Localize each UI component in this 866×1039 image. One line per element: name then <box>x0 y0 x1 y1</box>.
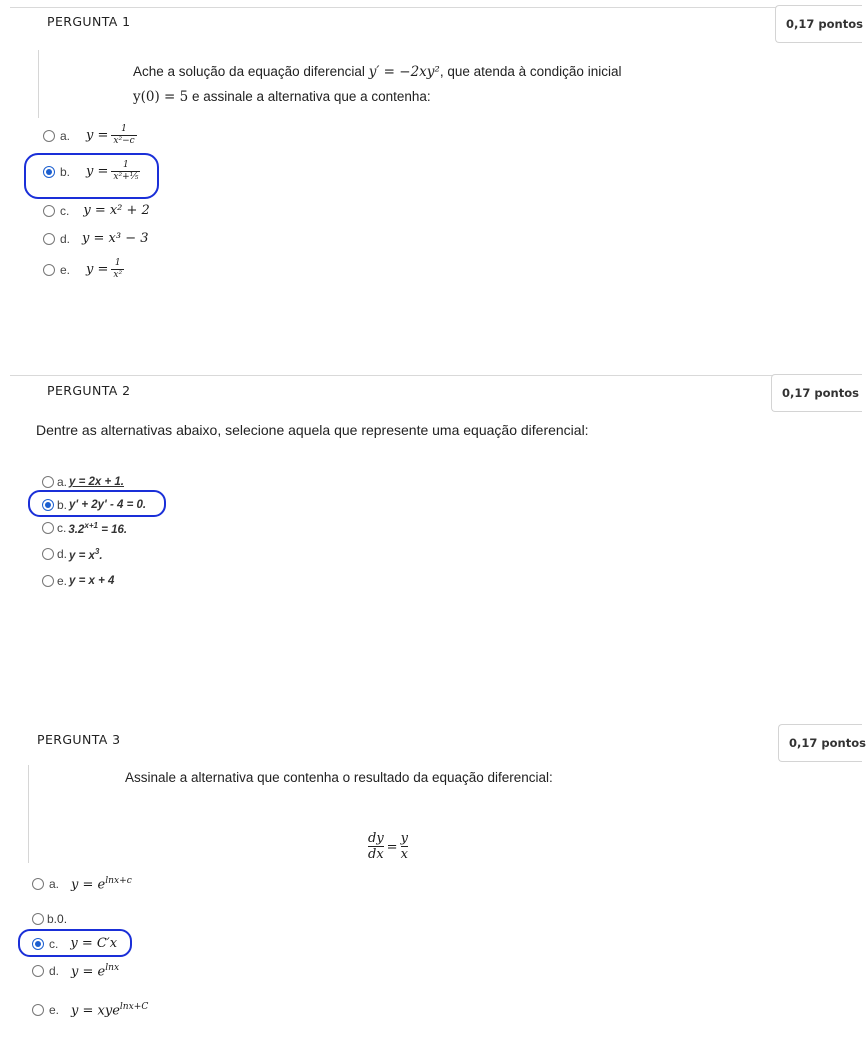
option-expression: y = x + 4 <box>69 575 115 587</box>
option-expression-exponent: lnx+C <box>119 1002 149 1012</box>
option-expression-base: y = x <box>69 549 95 562</box>
question-1-text-post: , que atenda à condição inicial <box>439 64 622 79</box>
option-lhs: y = <box>86 262 109 277</box>
question-3-points: 0,17 pontos <box>778 724 862 762</box>
question-3-equation <box>368 832 408 863</box>
question-2-option-a[interactable] <box>42 475 124 489</box>
option-letter: e. <box>60 262 71 277</box>
question-2-option-e[interactable] <box>42 574 114 588</box>
lhs-denominator: dx <box>368 847 384 863</box>
question-3-option-d[interactable] <box>32 963 119 979</box>
fraction-denominator: x² <box>113 270 123 280</box>
option-expression: y = x² + 2 <box>83 203 150 218</box>
question-3-option-b[interactable] <box>32 912 67 926</box>
option-expression-base: y = e <box>71 877 106 893</box>
equation-rhs-fraction <box>401 832 408 863</box>
fraction-numerator: 1 <box>121 124 127 134</box>
option-expression: y' + 2y' - 4 = 0. <box>69 499 147 511</box>
question-2-points: 0,17 pontos <box>771 374 862 412</box>
question-3-option-a[interactable] <box>32 876 132 892</box>
radio-button[interactable] <box>43 130 55 142</box>
option-expression-exponent: lnx+c <box>105 876 132 886</box>
option-expression: 0. <box>57 912 68 926</box>
question-1-option-e[interactable] <box>43 259 124 280</box>
question-1-title: PERGUNTA 1 <box>47 14 131 29</box>
rhs-numerator: y <box>400 831 408 846</box>
radio-button[interactable] <box>32 878 44 890</box>
question-3-title: PERGUNTA 3 <box>37 732 121 747</box>
option-letter: d. <box>49 964 60 979</box>
radio-button[interactable] <box>42 522 54 534</box>
question-1-text-line2-post: e assinale a alternativa que a contenha: <box>192 89 431 104</box>
question-1-text-rule <box>38 50 39 118</box>
option-letter: c. <box>60 203 70 218</box>
option-fraction <box>111 259 124 280</box>
option-letter: e. <box>49 1003 60 1018</box>
question-1-text-line1 <box>133 64 621 80</box>
option-lhs: y = <box>86 164 109 179</box>
option-expression: y = x³ − 3 <box>82 231 149 246</box>
question-1-equation: y′ = −2xy² <box>368 64 440 80</box>
option-expression <box>68 521 127 536</box>
option-expression-post: . <box>99 549 103 562</box>
option-letter: b. <box>47 912 58 926</box>
question-2-option-c[interactable] <box>42 521 127 536</box>
option-expression <box>71 963 119 979</box>
question-1-text-pre: Ache a solução da equação diferencial <box>133 64 365 79</box>
selection-annotation-circle <box>18 929 132 957</box>
option-letter: d. <box>60 231 71 246</box>
option-letter: a. <box>60 128 71 143</box>
option-letter: a. <box>57 475 68 489</box>
question-3-text-rule <box>28 765 29 863</box>
lhs-numerator: dy <box>368 831 384 846</box>
option-letter: d. <box>57 547 68 562</box>
option-letter: e. <box>57 574 68 588</box>
fraction-numerator: 1 <box>114 258 121 268</box>
equation-lhs-fraction <box>368 832 384 863</box>
option-expression <box>71 876 132 892</box>
option-expression-base: y = e <box>71 964 106 980</box>
question-1-initial-condition: y(0) = 5 <box>133 89 189 105</box>
option-expression <box>71 1002 148 1018</box>
option-expression-exponent: 3 <box>94 547 100 556</box>
option-letter: b. <box>60 164 71 179</box>
option-expression-base: 3.2 <box>68 523 85 536</box>
radio-button[interactable] <box>42 476 54 488</box>
fraction-denominator: x²+⅕ <box>113 172 139 182</box>
question-3-text: Assinale a alternativa que contenha o resultado da equação diferencial: <box>125 770 553 785</box>
option-fraction <box>111 125 136 146</box>
selection-annotation-circle <box>28 490 166 517</box>
radio-button[interactable] <box>43 205 55 217</box>
option-expression-base: y = xye <box>71 1003 120 1019</box>
radio-button[interactable] <box>42 575 54 587</box>
rhs-denominator: x <box>400 847 408 863</box>
fraction-numerator: 1 <box>123 160 129 170</box>
question-1-option-c[interactable] <box>43 203 150 218</box>
question-2-text: Dentre as alternativas abaixo, selecione aquela que represente uma equação diferencial: <box>36 422 589 438</box>
option-expression-post: = 16. <box>98 523 128 536</box>
question-1-option-a[interactable] <box>43 125 137 146</box>
question-1-option-d[interactable] <box>43 231 149 246</box>
option-expression-exponent: x+1 <box>84 521 98 530</box>
radio-button[interactable] <box>32 913 44 925</box>
question-1-points: 0,17 pontos <box>775 5 862 43</box>
radio-button[interactable] <box>43 233 55 245</box>
fraction-denominator: x²−c <box>113 136 135 146</box>
question-2-title: PERGUNTA 2 <box>47 383 131 398</box>
question-2-option-d[interactable] <box>42 547 103 562</box>
option-expression: y = C′x <box>70 936 118 951</box>
radio-button[interactable] <box>43 264 55 276</box>
option-letter: c. <box>57 521 67 536</box>
radio-button[interactable] <box>32 1004 44 1016</box>
radio-button[interactable] <box>42 548 54 560</box>
option-lhs: y = <box>86 128 109 143</box>
option-expression <box>69 547 103 562</box>
option-expression: y = 2x + 1. <box>69 476 125 488</box>
question-1-divider <box>10 7 851 8</box>
question-2-divider <box>10 375 851 376</box>
question-3-option-e[interactable] <box>32 1002 148 1018</box>
option-letter: c. <box>49 936 59 951</box>
option-letter: b. <box>57 498 68 512</box>
selection-annotation-circle <box>24 153 159 199</box>
question-1-text-line2 <box>133 89 431 105</box>
equation-equals: = <box>386 839 398 855</box>
option-expression-exponent: lnx <box>105 963 120 973</box>
option-letter: a. <box>49 877 60 892</box>
radio-button[interactable] <box>32 965 44 977</box>
